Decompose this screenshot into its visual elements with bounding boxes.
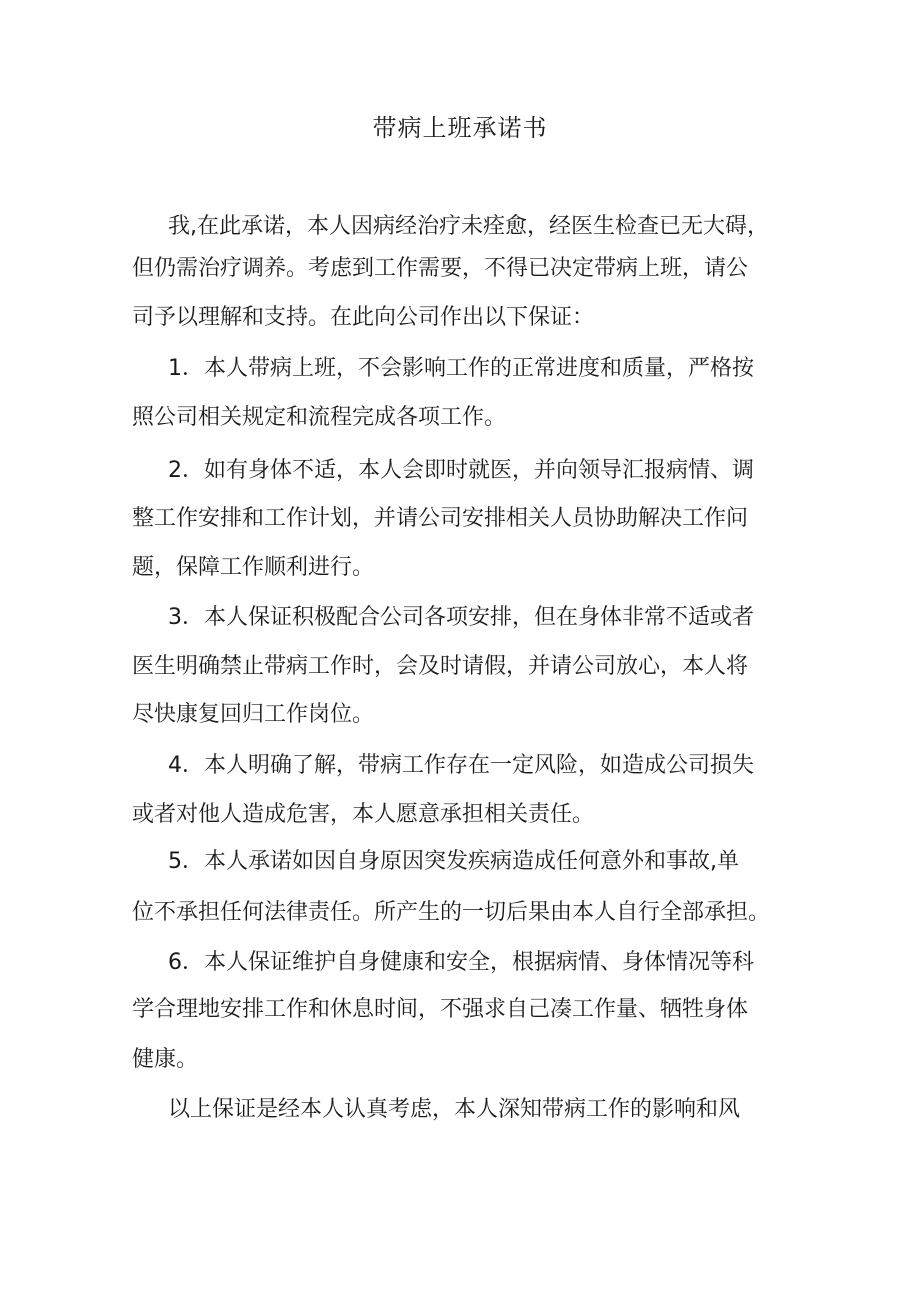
clause-line: 2．如有身体不适，本人会即时就医，并向领导汇报病情、调 [168, 458, 754, 483]
clause-line: 学合理地安排工作和休息时间，不强求自己凑工作量、牺牲身体 [132, 997, 749, 1022]
clause-line: 或者对他人造成危害，本人愿意承担相关责任。 [132, 802, 595, 827]
body-line: 以上保证是经本人认真考虑，本人深知带病工作的影响和风 [168, 1097, 741, 1122]
body-line: 我,在此承诺，本人因病经治疗未痊愈，经医生检查已无大碍， [168, 214, 769, 239]
body-line: 但仍需治疗调养。考虑到工作需要，不得已决定带病上班，请公 [132, 256, 749, 281]
clause-line: 整工作安排和工作计划，并请公司安排相关人员协助解决工作问 [132, 506, 749, 531]
body-line: 司予以理解和支持。在此向公司作出以下保证： [132, 305, 595, 330]
clause-line: 5．本人承诺如因自身原因突发疾病造成任何意外和事故,单 [168, 849, 739, 874]
document-title: 带病上班承诺书 [372, 114, 548, 142]
clause-line: 照公司相关规定和流程完成各项工作。 [132, 405, 507, 430]
clause-line: 题，保障工作顺利进行。 [132, 555, 375, 580]
clause-line: 6．本人保证维护自身健康和安全，根据病情、身体情况等科 [168, 950, 754, 975]
clause-line: 健康。 [132, 1047, 199, 1072]
clause-line: 尽快康复回归工作岗位。 [132, 702, 375, 727]
clause-line: 3．本人保证积极配合公司各项安排，但在身体非常不适或者 [168, 605, 754, 630]
clause-line: 4．本人明确了解，带病工作存在一定风险，如造成公司损失 [168, 753, 754, 778]
clause-line: 1．本人带病上班，不会影响工作的正常进度和质量，严格按 [168, 356, 754, 381]
clause-line: 位不承担任何法律责任。所产生的一切后果由本人自行全部承担。 [132, 900, 771, 925]
clause-line: 医生明确禁止带病工作时，会及时请假，并请公司放心，本人将 [132, 654, 749, 679]
